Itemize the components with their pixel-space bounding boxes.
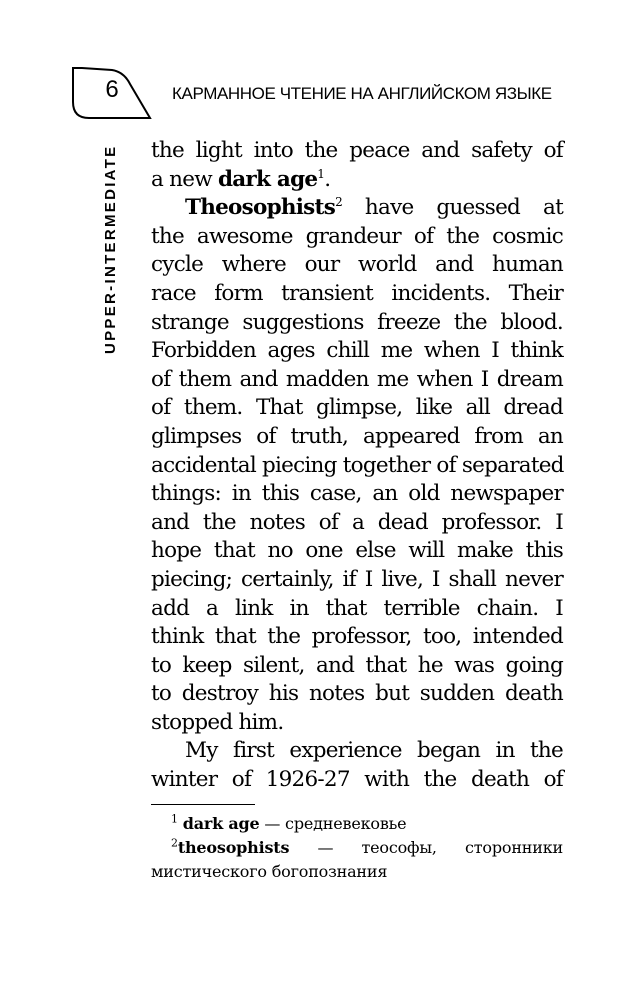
footnote-number: 2 xyxy=(171,836,178,850)
text-line: piecing; certainly, if I live, I shall never xyxy=(151,566,563,592)
footnote-2 xyxy=(151,836,563,860)
running-head-title: КАРМАННОЕ ЧТЕНИЕ НА АНГЛИЙСКОМ ЯЗЫКЕ xyxy=(172,84,552,103)
footnote-ref[interactable]: 2 xyxy=(335,195,342,210)
text-line: to keep silent, and that he was going xyxy=(151,652,563,678)
text-line: a new dark age$^1$. xyxy=(151,166,331,192)
text-line: and the notes of a dead professor. I xyxy=(151,509,563,535)
text-line: winter of 1926-27 with the death of xyxy=(151,767,563,793)
text-line: cycle where our world and human xyxy=(151,252,563,278)
text-line: the light into the peace and safety of xyxy=(151,138,563,163)
text-line: think that the professor, too, intended xyxy=(151,624,563,650)
text-line: Theosophists$^2$ have guessed at xyxy=(185,195,563,221)
text-line: to destroy his notes but sudden death xyxy=(151,681,563,707)
text-line: hope that no one else will make this xyxy=(151,538,563,564)
main-text xyxy=(151,137,563,795)
text-line: race form transient incidents. Their xyxy=(151,280,563,306)
text-line: things: in this case, an old newspaper xyxy=(151,481,563,507)
glossary-term: Theosophists xyxy=(185,195,336,221)
footnote-1 xyxy=(151,812,563,836)
footnote-number: 1 xyxy=(171,812,178,826)
footnote-divider xyxy=(151,804,255,805)
text-line: My first experience began in the xyxy=(185,738,563,764)
text-line: the awesome grandeur of the cosmic xyxy=(151,223,563,249)
footnote-ref[interactable]: 1 xyxy=(317,166,325,181)
footnote-term: dark age xyxy=(182,814,260,833)
text-line: add a link in that terrible chain. I xyxy=(151,595,563,621)
footnote-2-continuation: мистического богопознания xyxy=(151,862,388,881)
text-line: accidental piecing together of separated xyxy=(151,452,564,478)
page-number: 6 xyxy=(105,76,119,103)
footnote-definition: — теософы, сторонники xyxy=(289,838,563,857)
text-line: strange suggestions freeze the blood. xyxy=(151,309,563,335)
glossary-term: dark age xyxy=(217,166,318,192)
text-line: glimpses of truth, appeared from an xyxy=(151,423,563,449)
page-number-tab xyxy=(72,62,152,120)
text-line: of them. That glimpse, like all dread xyxy=(151,395,563,421)
footnotes xyxy=(151,812,563,884)
text-line: of them and madden me when I dream xyxy=(151,366,563,392)
footnote-definition: — средневековье xyxy=(259,814,407,833)
text-line: Forbidden ages chill me when I think xyxy=(151,338,563,364)
text-line: stopped him. xyxy=(151,709,284,735)
footnote-term: theosophists xyxy=(177,838,290,857)
level-label-text: UPPER-INTERMEDIATE xyxy=(102,144,119,354)
